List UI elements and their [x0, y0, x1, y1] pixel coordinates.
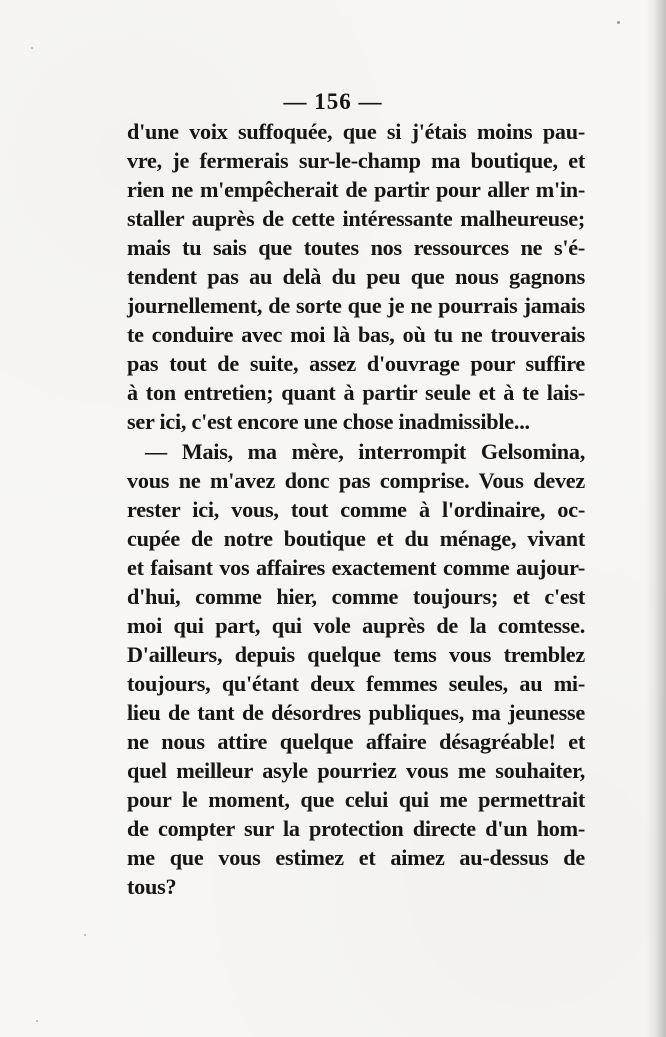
text-line-27: tous? — [127, 874, 177, 900]
text-line-6: tendent pas au delà du peu que nous gagnons — [127, 264, 585, 290]
text-line-13: vous ne m'avez donc pas comprise. Vous devez — [127, 467, 585, 493]
text-line-22: ne nous attire quelque affaire désagréable! et — [127, 728, 585, 754]
text-line-20: toujours, qu'étant deux femmes seules, au mi- — [127, 670, 585, 696]
page-text — [127, 117, 585, 901]
text-line-14: rester ici, vous, tout comme à l'ordinaire, oc- — [127, 496, 585, 522]
text-line-21: lieu de tant de désordres publiques, ma jeunesse — [127, 699, 585, 725]
text-line-3: rien ne m'empêcherait de partir pour aller m'in- — [127, 177, 585, 203]
paper-speck — [84, 934, 86, 936]
text-line-12: — Mais, ma mère, interrompit Gelsomina, — [145, 438, 585, 464]
text-line-5: mais tu sais que toutes nos ressources ne s'é- — [127, 235, 585, 261]
paper-speck — [617, 21, 620, 24]
text-line-23: quel meilleur asyle pourriez vous me souhaiter, — [127, 758, 585, 784]
text-line-24: pour le moment, que celui qui me permettrait — [127, 787, 585, 813]
text-line-9: pas tout de suite, assez d'ouvrage pour suffire — [127, 351, 585, 377]
text-line-2: vre, je fermerais sur-le-champ ma boutique, et — [127, 148, 585, 174]
text-line-11: ser ici, c'est encore une chose inadmissible... — [127, 409, 530, 435]
text-line-26: me que vous estimez et aimez au-dessus de — [127, 845, 585, 871]
text-line-19: D'ailleurs, depuis quelque tems vous tremblez — [127, 641, 585, 667]
text-line-1: d'une voix suffoquée, que si j'étais moins pau- — [127, 119, 585, 144]
text-line-16: et faisant vos affaires exactement comme aujour- — [127, 554, 585, 580]
text-line-18: moi qui part, qui vole auprès de la comtesse. — [127, 612, 585, 638]
text-line-10: à ton entretien; quant à partir seule et à te lais- — [127, 380, 585, 406]
paper-speck — [31, 47, 33, 49]
page-edge-shadow — [646, 0, 666, 1037]
text-line-15: cupée de notre boutique et du ménage, vivant — [127, 525, 585, 551]
page-number: — 156 — — [283, 89, 383, 114]
text-line-17: d'hui, comme hier, comme toujours; et c'est — [127, 583, 585, 609]
text-line-7: journellement, de sorte que je ne pourrais jamais — [127, 293, 585, 319]
text-line-25: de compter sur la protection directe d'un hom- — [127, 816, 585, 842]
paper-speck — [36, 1020, 38, 1022]
text-line-4: staller auprès de cette intéressante malheureuse; — [127, 206, 585, 232]
text-line-8: te conduire avec moi là bas, où tu ne trouverais — [127, 322, 585, 348]
